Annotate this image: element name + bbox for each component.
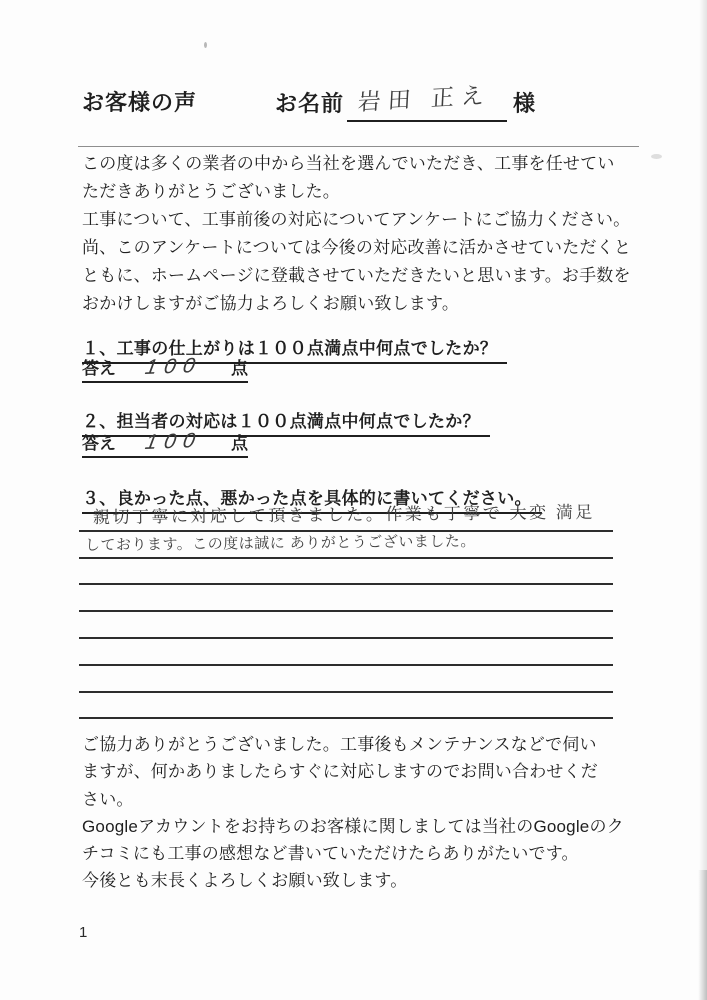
header-divider	[78, 146, 639, 147]
question-1-heading: １、工事の仕上がりは１００点満点中何点でしたか？	[82, 334, 507, 364]
ruled-blank-line	[79, 612, 613, 639]
question-2-heading: ２、担当者の対応は１００点満点中何点でしたか？	[82, 407, 490, 437]
ruled-blank-line	[79, 559, 613, 586]
scan-speck	[204, 42, 207, 48]
name-underline-field	[347, 82, 507, 122]
handwritten-comment-line-1: 親切丁寧に対応して頂きました。作業も丁寧で 大変 満足	[92, 502, 595, 527]
closing-line: さい。	[82, 789, 134, 809]
answer-1-value-handwritten: 100	[143, 354, 204, 379]
ruled-blank-line	[79, 585, 613, 612]
question-1-answer-row	[82, 354, 248, 383]
honorific-label: 様	[513, 91, 536, 116]
closing-paragraph	[82, 731, 624, 895]
answer-2-unit: 点	[231, 434, 248, 453]
intro-line: ただきありがとうございました。	[82, 182, 340, 201]
closing-line: Googleアカウントをお持ちのお客様に関しましては当社のGoogleのク	[82, 816, 624, 836]
answer-1-unit: 点	[231, 359, 248, 378]
question-3-heading: ３、良かった点、悪かった点を具体的に書いてください。	[82, 484, 542, 514]
ruled-blank-line	[79, 693, 613, 720]
page-title: お客様の声	[82, 90, 198, 115]
intro-line: おかけしますがご協力よろしくお願い致します。	[82, 294, 460, 313]
handwritten-comment-line-2: しております。この度は誠に ありがとうございました。	[84, 532, 476, 554]
name-label: お名前	[275, 91, 345, 116]
closing-line: 今後とも末長くよろしくお願い致します。	[82, 871, 408, 891]
intro-line: この度は多くの業者の中から当社を選んでいただき、工事を任せてい	[82, 154, 615, 173]
ruled-line	[79, 532, 613, 559]
customer-name-handwritten: 岩田 正え	[357, 81, 492, 115]
closing-line: チコミにも工事の感想など書いていただけたらありがたいです。	[82, 844, 579, 864]
intro-paragraph-2	[82, 206, 631, 318]
scan-speck	[651, 154, 662, 159]
closing-line: ますが、何かありましたらすぐに対応しますのでお問い合わせくだ	[82, 762, 598, 782]
ruled-line	[79, 502, 613, 532]
intro-line: 工事について、工事前後の対応についてアンケートにご協力ください。	[82, 210, 631, 229]
ruled-blank-line	[79, 666, 613, 693]
answer-2-value-handwritten: 100	[143, 429, 204, 454]
scan-corner-shadow	[698, 870, 707, 1000]
question-2-answer-row	[82, 429, 248, 458]
intro-line: 尚、このアンケートについては今後の対応改善に活かさせていただくと	[82, 238, 632, 257]
scan-edge-shadow	[699, 0, 707, 1000]
ruled-blank-line	[79, 639, 613, 666]
intro-line: ともに、ホームページに登載させていただきたいと思います。お手数を	[82, 266, 631, 285]
answer-1-label: 答え	[82, 359, 116, 378]
page-number: 1	[79, 924, 88, 941]
closing-line: ご協力ありがとうございました。工事後もメンテナンスなどで伺い	[82, 735, 597, 754]
answer-2-label: 答え	[82, 434, 116, 453]
intro-paragraph-1	[82, 150, 615, 206]
question-3-answer-area	[79, 502, 613, 719]
